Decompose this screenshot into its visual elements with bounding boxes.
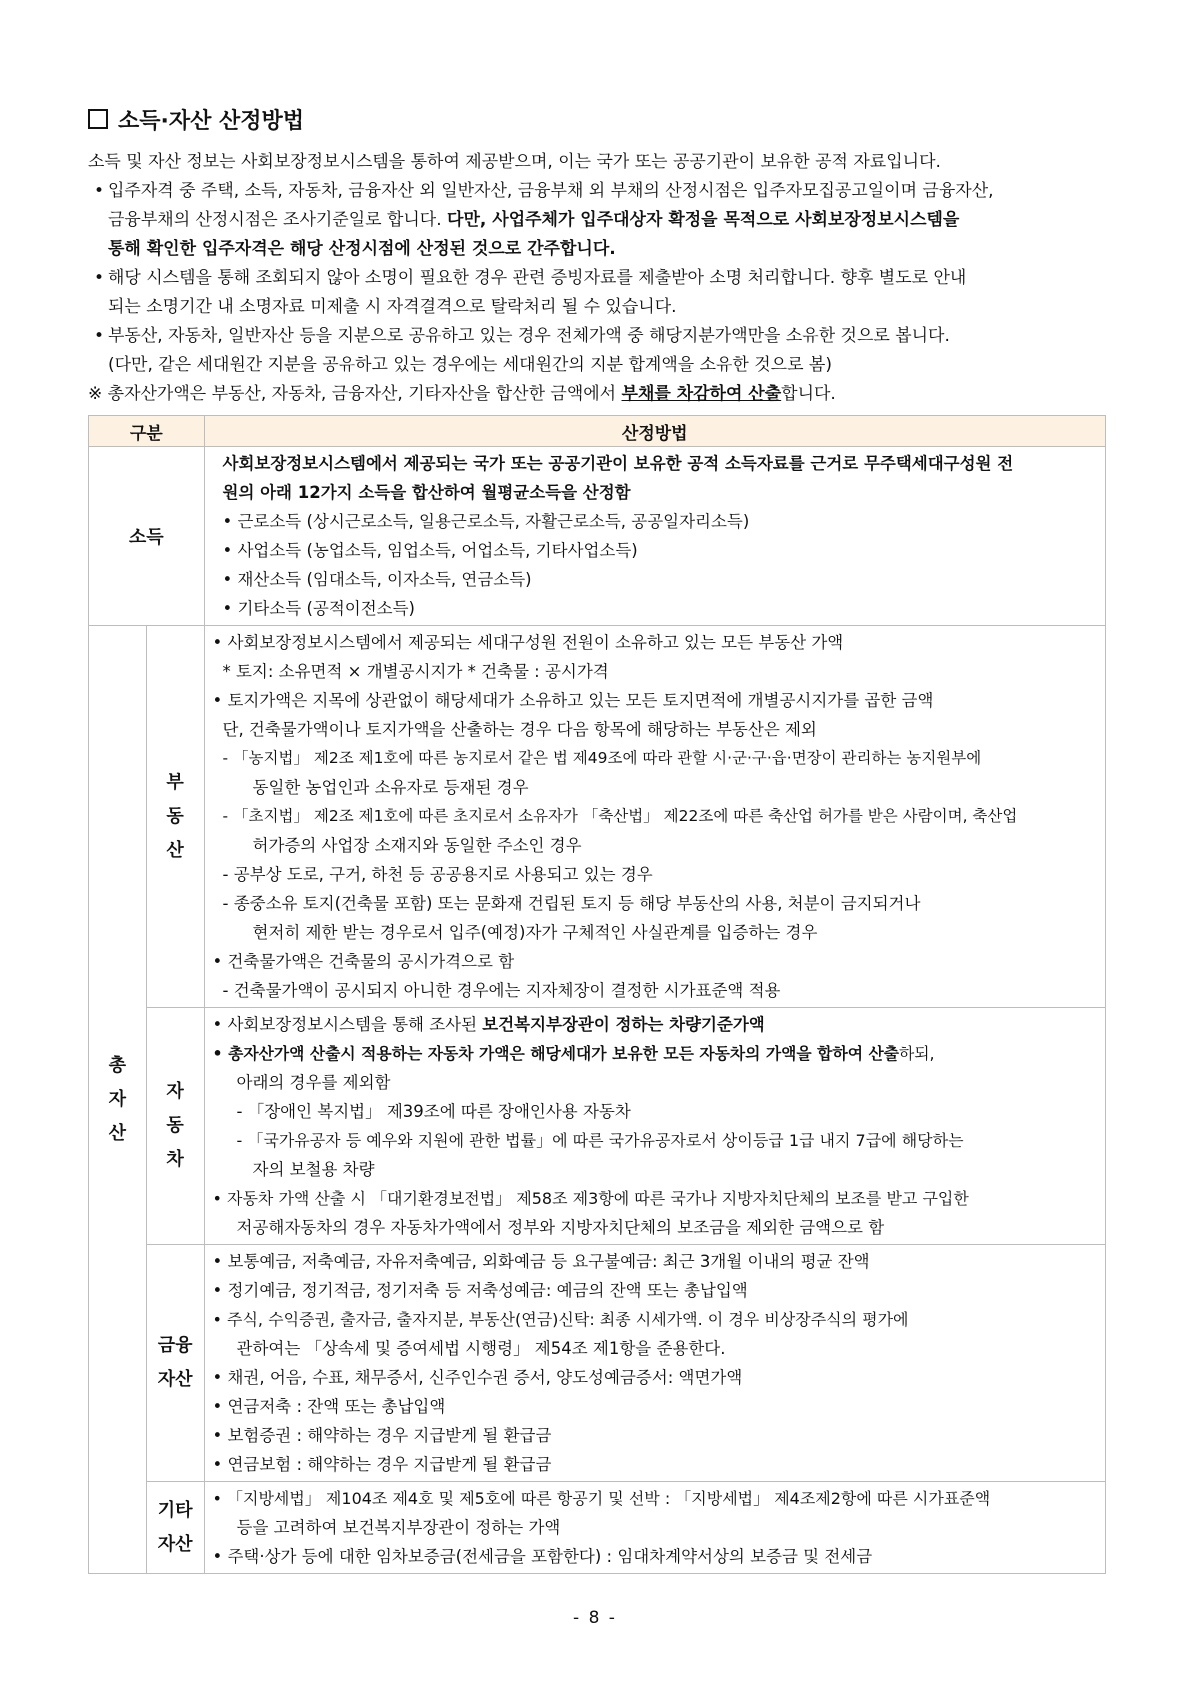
- income-label: 소득: [89, 447, 205, 626]
- document-page: [88, 104, 1108, 1574]
- bullet-2: [88, 264, 1108, 293]
- note-text: ※ 총자산가액은 부동산, 자동차, 금융자산, 기타자산을 합산한 금액에서: [88, 384, 622, 404]
- intro-text: [88, 148, 1108, 409]
- real-estate-row: [89, 626, 1106, 1008]
- list-item: 현저히 제한 받는 경우로서 입주(예정)자가 구체적인 사실관계를 입증하는 경우: [252, 923, 818, 942]
- income-lead: 사회보장정보시스템에서 제공되는 국가 또는 공공기관이 보유한 공적 소득자료를 근거로 무주택세대구성원 전: [222, 454, 1014, 473]
- bullet-dot-icon: •: [94, 181, 105, 201]
- vehicle-row: [89, 1008, 1106, 1245]
- list-item: • 보험증권 : 해약하는 경우 지급받게 될 환급금: [212, 1426, 552, 1445]
- list-item: * 토지: 소유면적 × 개별공시지가 * 건축물 : 공시가격: [222, 662, 609, 681]
- vehicle-line-bold: • 총자산가액 산출시 적용하는 자동차 가액은 해당세대가 보유한 모든 자동차의 가액을 합하여 산출: [212, 1044, 899, 1063]
- vehicle-line: • 사회보장정보시스템을 통해 조사된: [212, 1015, 483, 1034]
- list-item: 허가증의 사업장 소재지와 동일한 주소인 경우: [252, 836, 582, 855]
- list-item: [213, 1039, 1098, 1068]
- list-item: - 「초지법」 제2조 제1호에 따른 초지로서 소유자가 「축산법」 제22조에 따른 축산업 허가를 받은 사람이며, 축산업: [222, 807, 1018, 825]
- list-item: 동일한 농업인과 소유자로 등재된 경우: [252, 778, 529, 797]
- list-item: • 채권, 어음, 수표, 채무증서, 신주인수권 증서, 양도성예금증서: 액면가액: [212, 1368, 743, 1387]
- list-item: - 「농지법」 제2조 제1호에 따른 농지로서 같은 법 제49조에 따라 관할 시·군·구·읍·면장이 관리하는 농지원부에: [222, 749, 982, 767]
- vehicle-label: 자 동 차: [146, 1008, 204, 1245]
- list-item: 등을 고려하여 보건복지부장관이 정하는 가액: [236, 1518, 561, 1537]
- list-item: • 사회보장정보시스템에서 제공되는 세대구성원 전원이 소유하고 있는 모든 부동산 가액: [212, 633, 844, 652]
- bullet-3-line-1: 부동산, 자동차, 일반자산 등을 지분으로 공유하고 있는 경우 전체가액 중 해당지분가액만을 소유한 것으로 봅니다.: [108, 326, 950, 346]
- bullet-1-line-1: 입주자격 중 주택, 소득, 자동차, 금융자산 외 일반자산, 금융부채 외 부채의 산정시점은 입주자모집공고일이며 금융자산,: [108, 181, 994, 201]
- list-item: 단, 건축물가액이나 토지가액을 산출하는 경우 다음 항목에 해당하는 부동산은 제외: [222, 720, 817, 739]
- other-assets-method: [204, 1482, 1106, 1574]
- list-item: • 보통예금, 저축예금, 자유저축예금, 외화예금 등 요구불예금: 최근 3개월 이내의 평균 잔액: [212, 1252, 870, 1271]
- income-item: 근로소득 (상시근로소득, 일용근로소득, 자활근로소득, 공공일자리소득): [237, 512, 750, 531]
- list-item: 자의 보철용 차량: [252, 1160, 375, 1179]
- income-lead-cont: 원의 아래 12가지 소득을 합산하여 월평균소득을 산정함: [222, 483, 631, 502]
- total-assets-label: 총 자 산: [89, 626, 147, 1574]
- list-item: - 「국가유공자 등 예우와 지원에 관한 법률」에 따른 국가유공자로서 상이등급 1급 내지 7급에 해당하는: [236, 1131, 964, 1150]
- bullet-1-line-2-bold: 다만, 사업주체가 입주대상자 확정을 목적으로 사회보장정보시스템을: [447, 210, 960, 230]
- list-item: 관하여는 「상속세 및 증여세법 시행령」 제54조 제1항을 준용한다.: [236, 1339, 726, 1358]
- list-item: • 기타소득 (공적이전소득): [222, 599, 415, 618]
- bullet-1-line-2: 금융부채의 산정시점은 조사기준일로 합니다.: [108, 210, 448, 230]
- income-item: 기타소득 (공적이전소득): [237, 599, 415, 618]
- bullet-dot-icon: •: [94, 268, 105, 288]
- list-item: 아래의 경우를 제외함: [236, 1073, 391, 1092]
- list-item: • 자동차 가액 산출 시 「대기환경보전법」 제58조 제3항에 따른 국가나 지방자치단체의 보조를 받고 구입한: [212, 1189, 969, 1208]
- other-assets-row: [89, 1482, 1106, 1574]
- list-item: 저공해자동차의 경우 자동차가액에서 정부와 지방자치단체의 보조금을 제외한 금액으로 함: [236, 1218, 885, 1237]
- header-category: 구분: [89, 416, 205, 447]
- bullet-3: [88, 322, 1108, 351]
- note-emphasis: 부채를 차감하여 산출: [621, 384, 782, 404]
- note-text-end: 합니다.: [781, 384, 836, 404]
- bullet-3-cont: [88, 351, 1108, 380]
- list-item: • 사업소득 (농업소득, 임업소득, 어업소득, 기타사업소득): [222, 541, 638, 560]
- list-item: - 「장애인 복지법」 제39조에 따른 장애인사용 자동차: [236, 1102, 631, 1121]
- list-item: • 토지가액은 지목에 상관없이 해당세대가 소유하고 있는 모든 토지면적에 개별공시지가를 곱한 금액: [212, 691, 934, 710]
- other-assets-label: 기타 자산: [146, 1482, 204, 1574]
- list-item: [213, 1010, 1098, 1039]
- section-title: [88, 104, 1108, 140]
- list-item: • 건축물가액은 건축물의 공시가격으로 함: [212, 952, 515, 971]
- financial-row: [89, 1245, 1106, 1482]
- bullet-dot-icon: •: [94, 326, 105, 346]
- bullet-2-line-1: 해당 시스템을 통해 조회되지 않아 소명이 필요한 경우 관련 증빙자료를 제출받아 소명 처리합니다. 향후 별도로 안내: [108, 268, 967, 288]
- list-item: • 정기예금, 정기적금, 정기저축 등 저축성예금: 예금의 잔액 또는 총납입액: [212, 1281, 748, 1300]
- section-title-text: 소득·자산 산정방법: [118, 109, 305, 134]
- list-item: - 건축물가액이 공시되지 아니한 경우에는 지자체장이 결정한 시가표준액 적용: [222, 981, 781, 1000]
- income-item: 사업소득 (농업소득, 임업소득, 어업소득, 기타사업소득): [237, 541, 638, 560]
- total-assets-note: [88, 380, 1108, 409]
- income-item: 재산소득 (임대소득, 이자소득, 연금소득): [237, 570, 532, 589]
- income-row: [89, 447, 1106, 626]
- bullet-1-line-3-bold: 통해 확인한 입주자격은 해당 산정시점에 산정된 것으로 간주합니다.: [108, 239, 616, 259]
- real-estate-label: 부 동 산: [146, 626, 204, 1008]
- header-method: 산정방법: [204, 416, 1106, 447]
- bullet-2-line-2: 되는 소명기간 내 소명자료 미제출 시 자격결격으로 탈락처리 될 수 있습니다.: [108, 297, 677, 317]
- list-item: • 재산소득 (임대소득, 이자소득, 연금소득): [222, 570, 532, 589]
- list-item: • 「지방세법」 제104조 제4호 및 제5호에 따른 항공기 및 선박 : 「지방세법」 제4조제2항에 따른 시가표준액: [212, 1489, 991, 1508]
- financial-label: 금융 자산: [146, 1245, 204, 1482]
- list-item: • 주식, 수익증권, 출자금, 출자지분, 부동산(연금)신탁: 최종 시세가액. 이 경우 비상장주식의 평가에: [212, 1310, 909, 1329]
- calculation-table: [88, 415, 1106, 1574]
- bullet-3-line-2: (다만, 같은 세대원간 지분을 공유하고 있는 경우에는 세대원간의 지분 합계액을 소유한 것으로 봄): [108, 355, 832, 375]
- list-item: • 연금보험 : 해약하는 경우 지급받게 될 환급금: [212, 1455, 552, 1474]
- list-item: • 주택·상가 등에 대한 임차보증금(전세금을 포함한다) : 임대차계약서상의 보증금 및 전세금: [212, 1547, 873, 1566]
- bullet-2-cont: [88, 293, 1108, 322]
- financial-method: [204, 1245, 1106, 1482]
- bullet-1-cont-2: [88, 235, 1108, 264]
- checkbox-icon: [88, 109, 108, 129]
- bullet-1: [88, 177, 1108, 206]
- list-item: - 종중소유 토지(건축물 포함) 또는 문화재 건립된 토지 등 해당 부동산의 사용, 처분이 금지되거나: [222, 894, 921, 913]
- list-item: • 근로소득 (상시근로소득, 일용근로소득, 자활근로소득, 공공일자리소득): [222, 512, 750, 531]
- vehicle-line-bold: 보건복지부장관이 정하는 차량기준가액: [482, 1015, 765, 1034]
- income-method: [204, 447, 1106, 626]
- list-item: • 연금저축 : 잔액 또는 총납입액: [212, 1397, 446, 1416]
- real-estate-method: [204, 626, 1106, 1008]
- intro-line: 소득 및 자산 정보는 사회보장정보시스템을 통하여 제공받으며, 이는 국가 또는 공공기관이 보유한 공적 자료입니다.: [88, 152, 941, 172]
- vehicle-line: 하되,: [898, 1044, 935, 1063]
- table-header-row: [89, 416, 1106, 447]
- bullet-1-cont: [88, 206, 1108, 235]
- page-number: - 8 -: [573, 1608, 617, 1628]
- vehicle-method: [204, 1008, 1106, 1245]
- list-item: - 공부상 도로, 구거, 하천 등 공공용지로 사용되고 있는 경우: [222, 865, 653, 884]
